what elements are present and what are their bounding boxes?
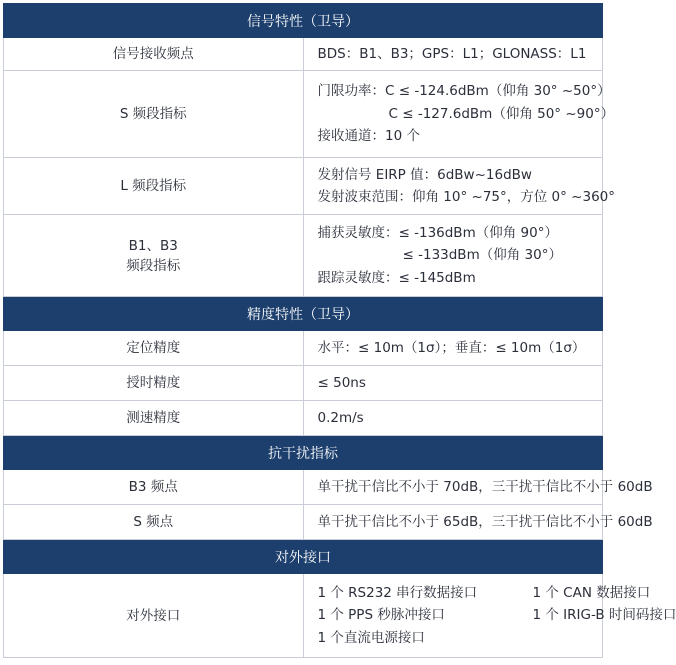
value-line: 0.2m/s bbox=[317, 409, 364, 426]
row-label: 信号接收频点 bbox=[4, 38, 304, 71]
row-value bbox=[303, 158, 616, 215]
interface-item: 1 个 RS232 串行数据接口 bbox=[317, 584, 478, 601]
section-header bbox=[4, 4, 603, 38]
section-title: 对外接口 bbox=[4, 540, 603, 574]
row-label-line: B1、B3 bbox=[128, 237, 178, 254]
value-line: ≤ 50ns bbox=[317, 374, 366, 391]
value-line: 发射信号 EIRP 值：6dBw~16dBw bbox=[317, 166, 532, 183]
row-label: S 频点 bbox=[4, 505, 304, 540]
value-line: 单干扰干信比不小于 65dB，三干扰干信比不小于 60dB bbox=[317, 513, 653, 530]
value-line: 捕获灵敏度：≤ -136dBm（仰角 90°） bbox=[317, 224, 558, 241]
row-label bbox=[4, 215, 304, 297]
row-value bbox=[303, 401, 603, 436]
section-header bbox=[4, 436, 603, 470]
row-label-line: 频段指标 bbox=[126, 257, 181, 274]
row-value bbox=[303, 505, 653, 540]
value-line: C ≤ -127.6dBm（仰角 50° ~90°） bbox=[388, 105, 615, 122]
section-title: 精度特性（卫导） bbox=[4, 297, 603, 331]
value-line: 门限功率：C ≤ -124.6dBm（仰角 30° ~50°） bbox=[317, 83, 611, 100]
table-row bbox=[4, 331, 603, 366]
row-value bbox=[303, 331, 603, 366]
value-line: 单干扰干信比不小于 70dB，三干扰干信比不小于 60dB bbox=[317, 478, 653, 495]
section-title: 抗干扰指标 bbox=[4, 436, 603, 470]
row-value bbox=[303, 71, 615, 158]
row-value bbox=[303, 574, 676, 658]
interface-item: 1 个 IRIG-B 时间码接口 bbox=[532, 607, 676, 624]
row-label: 对外接口 bbox=[4, 574, 304, 658]
row-label: S 频段指标 bbox=[4, 71, 304, 158]
row-label: L 频段指标 bbox=[4, 158, 304, 215]
spec-table bbox=[3, 3, 676, 658]
row-label: B3 频点 bbox=[4, 470, 304, 505]
row-value bbox=[303, 470, 653, 505]
table-row bbox=[4, 215, 603, 297]
interface-item: 1 个 PPS 秒脉冲接口 bbox=[317, 607, 445, 624]
interface-list bbox=[317, 582, 676, 650]
interface-item: 1 个 CAN 数据接口 bbox=[532, 584, 651, 601]
section-title: 信号特性（卫导） bbox=[4, 4, 603, 38]
value-line: 水平：≤ 10m（1σ）；垂直：≤ 10m（1σ） bbox=[317, 339, 586, 356]
row-label: 定位精度 bbox=[4, 331, 304, 366]
table-row bbox=[4, 158, 603, 215]
row-label: 授时精度 bbox=[4, 366, 304, 401]
table-row bbox=[4, 505, 603, 540]
row-value bbox=[303, 38, 603, 71]
value-line: 跟踪灵敏度：≤ -145dBm bbox=[317, 269, 476, 286]
row-label: 测速精度 bbox=[4, 401, 304, 436]
section-header bbox=[4, 540, 603, 574]
table-row bbox=[4, 71, 603, 158]
value-line: 发射波束范围：仰角 10° ~75°，方位 0° ~360° bbox=[317, 189, 616, 205]
interface-item: 1 个直流电源接口 bbox=[317, 629, 425, 646]
value-line: 接收通道：10 个 bbox=[317, 128, 420, 145]
section-header bbox=[4, 297, 603, 331]
table-row bbox=[4, 366, 603, 401]
table-row bbox=[4, 470, 603, 505]
value-line: BDS：B1、B3；GPS：L1；GLONASS：L1 bbox=[317, 45, 587, 62]
table-row bbox=[4, 401, 603, 436]
table-row bbox=[4, 574, 603, 658]
value-line: ≤ -133dBm（仰角 30°） bbox=[402, 247, 562, 264]
table-row bbox=[4, 38, 603, 71]
row-value bbox=[303, 215, 603, 297]
row-value bbox=[303, 366, 603, 401]
